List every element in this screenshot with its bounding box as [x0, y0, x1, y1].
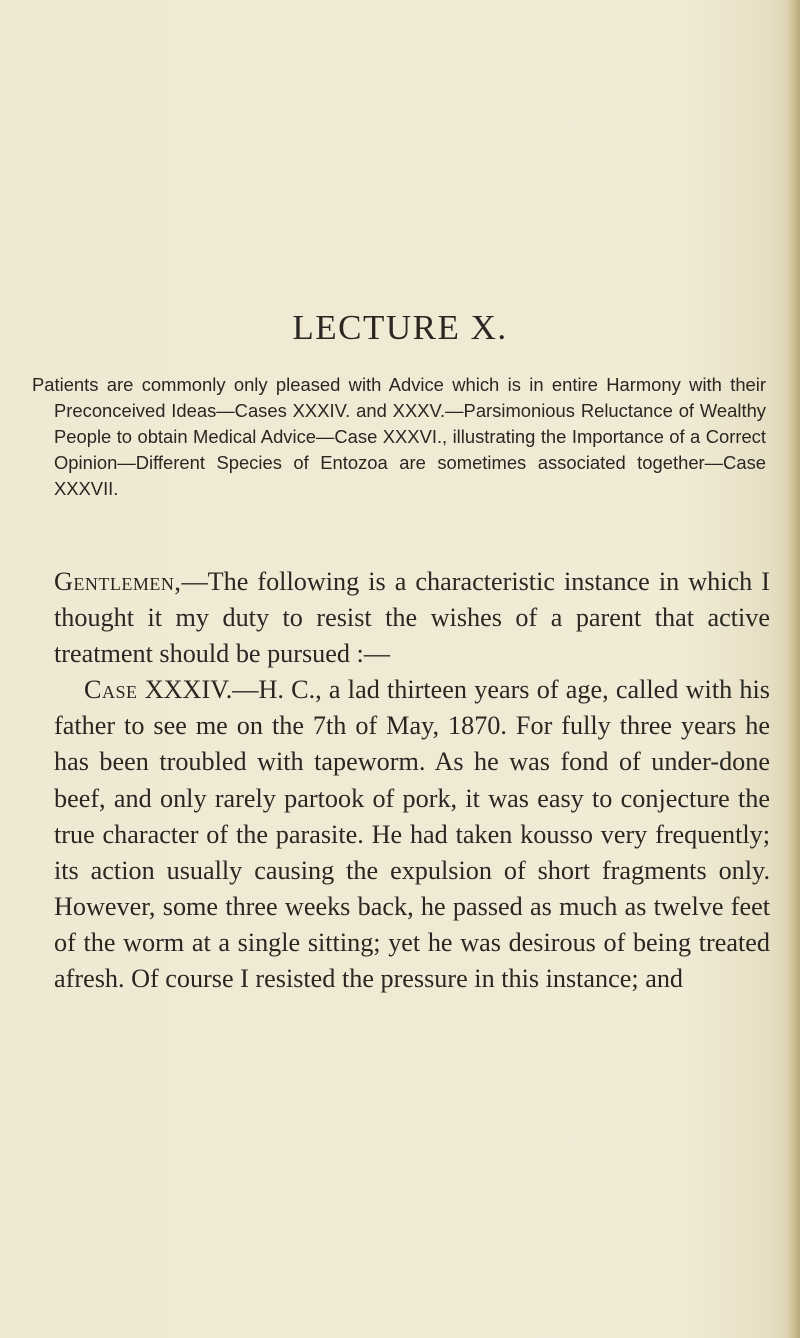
salutation: Gentlemen, [54, 567, 182, 596]
page-edge-shadow [786, 0, 800, 1338]
paragraph-2-text: XXXIV.—H. C., a lad thirteen years of age, called with his father to see me on the 7th of May, 1870. For fully three years he has been troubled with tapeworm. As he was fond of under-done beef, and only rarely partook of pork, it was easy to conjecture the true character of the parasite. He had taken kousso very frequently; its action usually causing the expulsion of short fragments only. However, some three weeks back, he passed as much as twelve feet of the worm at a single sitting; yet he was desirous of being treated afresh. Of course I resisted the pressure in this instance; and [54, 675, 770, 994]
lecture-summary: Patients are commonly only pleased with Advice which is in entire Harmony with their Preconceived Ideas—Cases XXXIV. and XXXV.—Parsimonious Reluctance of Wealthy People to obtain Medical Advice—Case XXXVI., illustrating the Importance of a Correct Opinion—Different Species of Entozoa are sometimes associated together—Case XXXVII. [32, 374, 766, 499]
paragraph-case-xxxiv [54, 672, 770, 997]
paragraph-1-text: —The following is a characteristic instance in which I thought it my duty to resist the wishes of a parent that active treatment should be pursued :— [54, 567, 770, 669]
lecture-title: LECTURE X. [292, 308, 508, 347]
paragraph-gentlemen [54, 564, 770, 672]
case-label: Case [84, 675, 138, 705]
body-text [54, 564, 770, 997]
